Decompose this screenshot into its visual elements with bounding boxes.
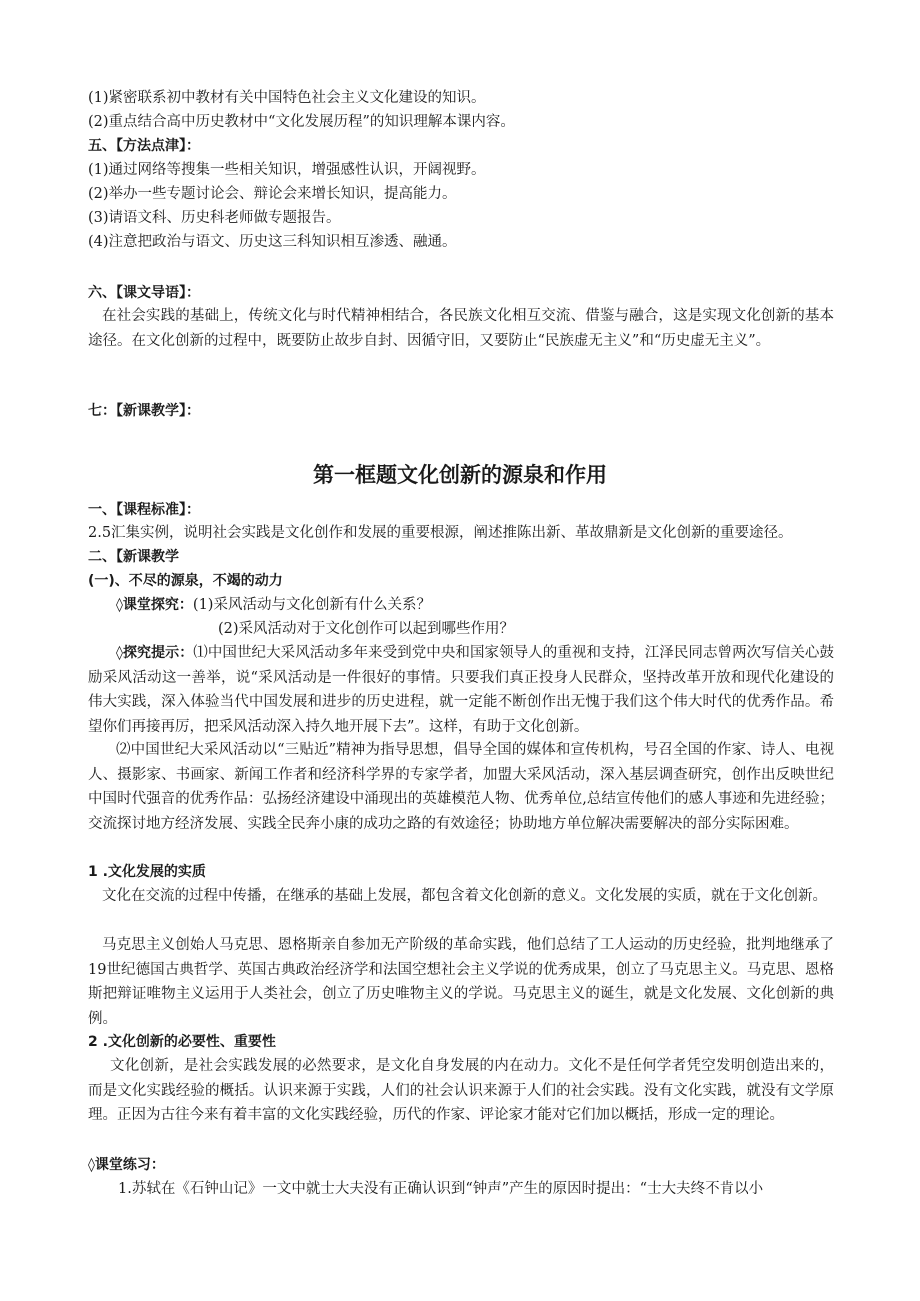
requirement-line-2: (2)重点结合高中历史教材中“文化发展历程”的知识理解本课内容。 (88, 114, 515, 130)
practice-question-1: 1.苏轼在《石钟山记》一文中就士大夫没有正确认识到“钟声”产生的原因时提出：“士大夫终不肯以小 (118, 1181, 764, 1197)
heading-practice: ◊课堂练习： (88, 1157, 165, 1173)
heading-point-1: 1 .文化发展的实质 (88, 864, 206, 880)
method-item-4: (4)注意把政治与语文、历史这三科知识相互渗透、融通。 (88, 234, 457, 250)
method-item-1: (1)通过网络等搜集一些相关知识，增强感性认识，开阔视野。 (88, 162, 486, 178)
heading-point-2: 2 .文化创新的必要性、重要性 (88, 1034, 276, 1050)
heading-new-lesson: 七：【新课教学】： (88, 403, 200, 419)
explore-label: ◊课堂探究： (116, 597, 193, 613)
point-1-paragraph-1: 文化在交流的过程中传播，在继承的基础上发展，都包含着文化创新的意义。文化发展的实质，就在于文化创新。 (102, 888, 827, 904)
lesson-title: 第一框题文化创新的源泉和作用 (313, 463, 607, 487)
explore-question-1: (1)采风活动与文化创新有什么关系？ (192, 597, 431, 613)
hint-paragraph-1 (88, 641, 834, 739)
point-2-paragraph: 文化创新，是社会实践发展的必然要求，是文化自身发展的内在动力。文化不是任何学者凭空发明创造出来的，而是文化实践经验的概括。认识来源于实践，人们的社会认识来源于人们的社会实践。没有文化实践，就没有文学原理。正因为古往今来有着丰富的文化实践经验，历代的作家、评论家才能对它们加以概括，形成一定的理论。 (88, 1058, 834, 1123)
hint-label: ◊探究提示： (116, 645, 194, 661)
explore-question-2: (2)采风活动对于文化创作可以起到哪些作用？ (218, 621, 515, 637)
heading-curriculum-standard: 一、【课程标准】： (88, 502, 200, 518)
point-1-paragraph-2: 马克思主义创始人马克思、恩格斯亲自参加无产阶级的革命实践，他们总结了工人运动的历史经验，批判地继承了19世纪德国古典哲学、英国古典政治经济学和法国空想社会主义学说的优秀成果，创立了马克思主义。马克思、恩格斯把辩证唯物主义运用于人类社会，创立了历史唯物主义的学说。马克思主义的诞生，就是文化发展、文化创新的典例。 (88, 937, 834, 1027)
method-item-2: (2)举办一些专题讨论会、辩论会来增长知识，提高能力。 (88, 186, 457, 202)
hint-paragraph-2: ⑵中国世纪大采风活动以“三贴近”精神为指导思想，倡导全国的媒体和宣传机构，号召全国的作家、诗人、电视人、摄影家、书画家、新闻工作者和经济科学界的专家学者，加盟大采风活动，深入基层调查研究，创作出反映世纪中国时代强音的优秀作品：弘扬经济建设中涌现出的英雄模范人物、优秀单位,总结宣传他们的感人事迹和先进经验；交流探讨地方经济发展、实践全民奔小康的成功之路的有效途径；协助地方单位解决需要解决的部分实际困难。 (88, 742, 834, 832)
heading-method: 五、【方法点津】： (88, 138, 200, 154)
heading-intro: 六、【课文导语】： (88, 285, 200, 301)
curriculum-standard-text: 2.5汇集实例，说明社会实践是文化创作和发展的重要根源，阐述推陈出新、革故鼎新是文化创新的重要途径。 (88, 525, 793, 541)
subheading-source: (一)、不尽的源泉，不竭的动力 (88, 573, 283, 589)
heading-teaching: 二、【新课教学 (88, 549, 179, 565)
intro-paragraph: 在社会实践的基础上，传统文化与时代精神相结合，各民族文化相互交流、借鉴与融合，这是实现文化创新的基本途径。在文化创新的过程中，既要防止故步自封、因循守旧，又要防止“民族虚无主义”和“历史虚无主义”。 (88, 308, 834, 349)
method-item-3: (3)请语文科、历史科老师做专题报告。 (88, 210, 341, 226)
requirement-line-1: (1)紧密联系初中教材有关中国特色社会主义文化建设的知识。 (88, 90, 486, 106)
explore-row (116, 594, 431, 616)
hint-text-1: ⑴中国世纪大采风活动多年来受到党中央和国家领导人的重视和支持，江泽民同志曾两次写信关心鼓励采风活动这一善举，说“采风活动是一件很好的事情。只要我们真正投身人民群众，坚持改革开放和现代化建设的伟大实践，深入体验当代中国发展和进步的历史进程，就一定能不断创作出无愧于我们这个伟大时代的优秀作品。希望你们再接再厉，把采风活动深入持久地开展下去”。这样，有助于文化创新。 (88, 645, 834, 735)
